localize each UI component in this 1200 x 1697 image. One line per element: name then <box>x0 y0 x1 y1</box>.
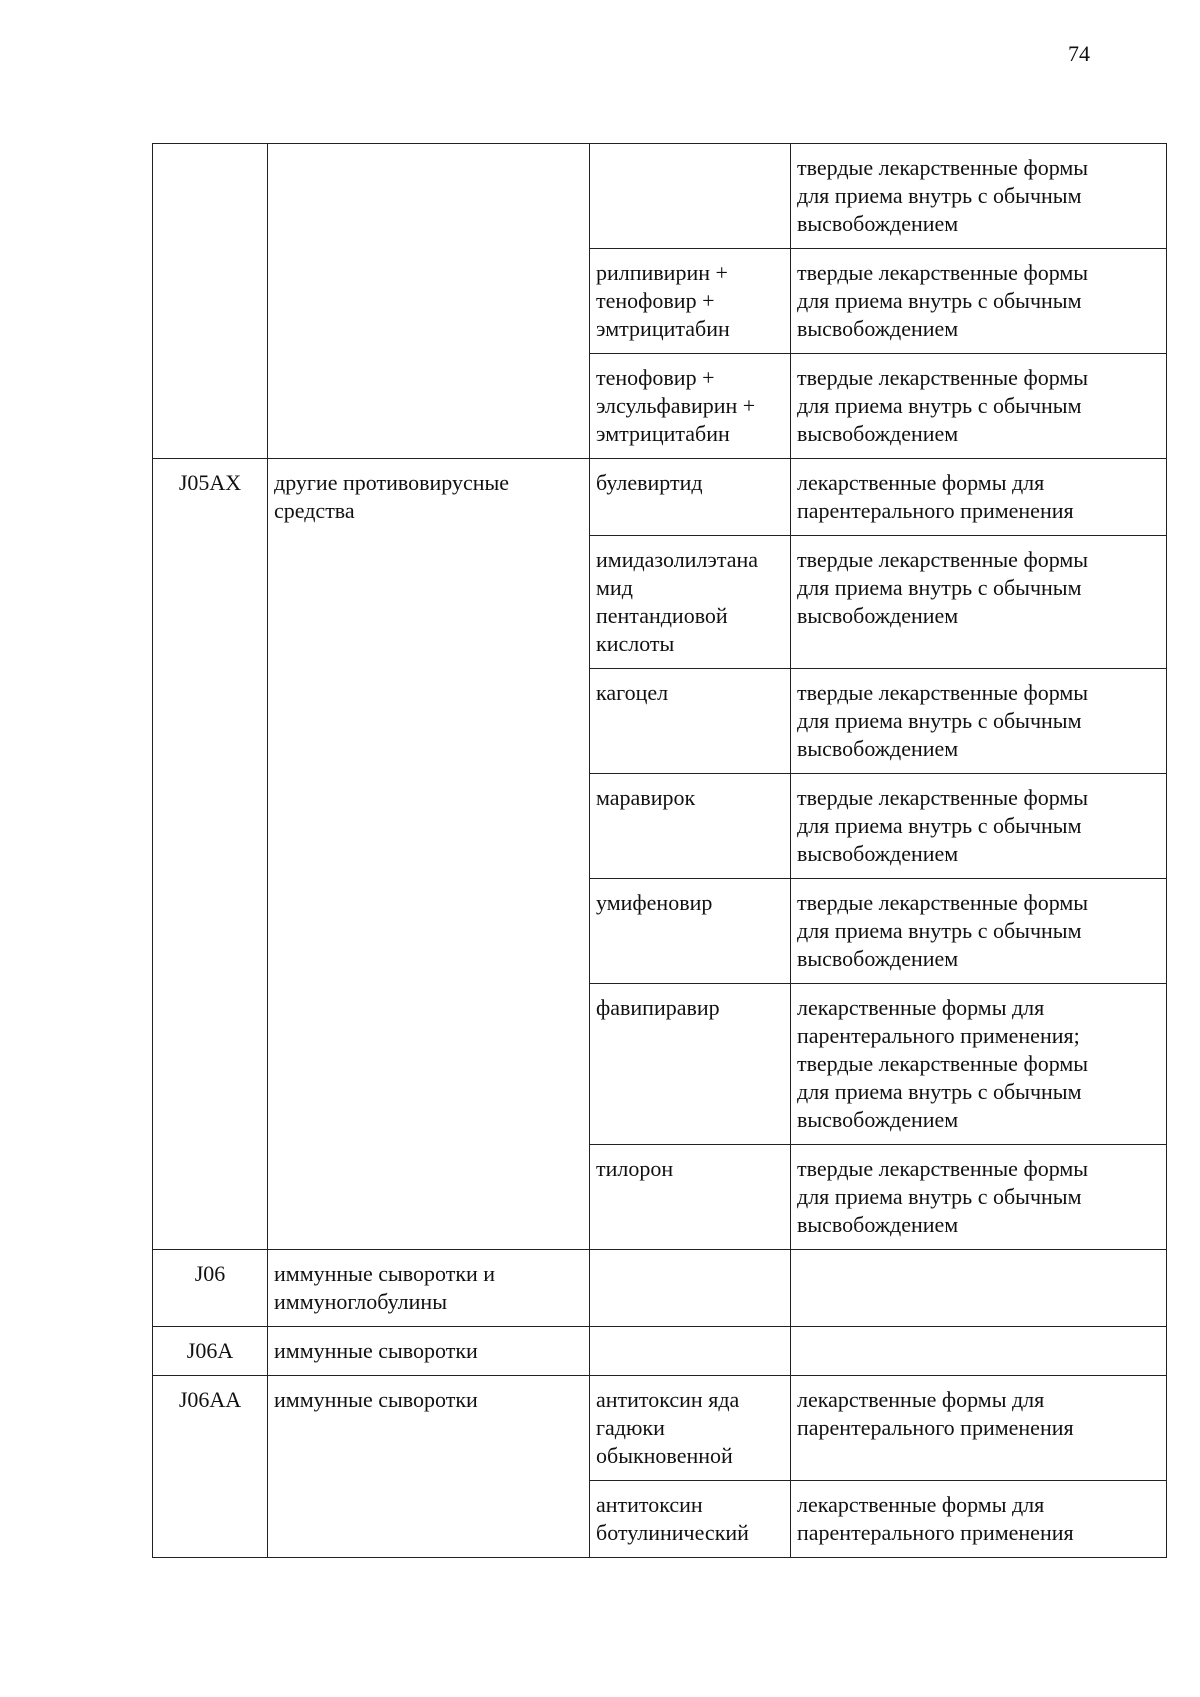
drug-cell <box>590 1250 791 1327</box>
drug-cell <box>590 144 791 249</box>
atc-code-cell <box>153 1376 268 1558</box>
atc-code-cell <box>153 459 268 1250</box>
drug-name: антитоксин яда <box>596 1387 740 1412</box>
forms-cell <box>791 1145 1167 1250</box>
drug-name: кислоты <box>596 631 675 656</box>
drug-name: умифеновир <box>596 890 713 915</box>
forms-text: для приема внутрь с обычным <box>797 1184 1082 1209</box>
forms-text: парентерального применения; <box>797 1023 1080 1048</box>
atc-code-cell <box>153 1250 268 1327</box>
forms-text: для приема внутрь с обычным <box>797 1079 1082 1104</box>
group-cell <box>268 1327 590 1376</box>
table-row <box>153 1250 1167 1327</box>
atc-code-cell <box>153 1327 268 1376</box>
drug-name: обыкновенной <box>596 1443 733 1468</box>
forms-text: твердые лекарственные формы <box>797 155 1089 180</box>
forms-text: твердые лекарственные формы <box>797 785 1089 810</box>
forms-text: для приема внутрь с обычным <box>797 288 1082 313</box>
forms-text: твердые лекарственные формы <box>797 890 1089 915</box>
drug-name: булевиртид <box>596 470 703 495</box>
drug-cell <box>590 669 791 774</box>
forms-cell <box>791 1250 1167 1327</box>
forms-text: высвобождением <box>797 1107 959 1132</box>
drug-cell <box>590 249 791 354</box>
forms-text: высвобождением <box>797 316 959 341</box>
drug-name: элсульфавирин + <box>596 393 756 418</box>
forms-cell <box>791 774 1167 879</box>
table-row <box>153 144 1167 249</box>
forms-text: парентерального применения <box>797 1520 1074 1545</box>
group-name: иммунные сыворотки и <box>274 1261 496 1286</box>
group-cell <box>268 144 590 459</box>
table-row <box>153 1327 1167 1376</box>
group-name: другие противовирусные <box>274 470 510 495</box>
drug-cell <box>590 774 791 879</box>
atc-code: J06 <box>194 1261 226 1286</box>
drug-name: тенофовир + <box>596 365 715 390</box>
forms-cell <box>791 459 1167 536</box>
forms-text: твердые лекарственные формы <box>797 365 1089 390</box>
drug-cell <box>590 984 791 1145</box>
drug-name: фавипиравир <box>596 995 720 1020</box>
forms-text: высвобождением <box>797 421 959 446</box>
drug-cell <box>590 1481 791 1558</box>
forms-cell <box>791 984 1167 1145</box>
drug-name: тенофовир + <box>596 288 715 313</box>
forms-text: для приема внутрь с обычным <box>797 918 1082 943</box>
forms-cell <box>791 1376 1167 1481</box>
forms-cell <box>791 879 1167 984</box>
drug-cell <box>590 459 791 536</box>
drug-name: ботулинический <box>596 1520 749 1545</box>
forms-text: для приема внутрь с обычным <box>797 393 1082 418</box>
forms-cell <box>791 669 1167 774</box>
forms-cell <box>791 354 1167 459</box>
forms-text: парентерального применения <box>797 1415 1074 1440</box>
drug-cell <box>590 1327 791 1376</box>
atc-code: J05AX <box>178 470 242 495</box>
forms-text: высвобождением <box>797 736 959 761</box>
drug-name: гадюки <box>596 1415 665 1440</box>
drug-name: кагоцел <box>596 680 669 705</box>
page-number: 74 <box>1068 41 1090 66</box>
forms-text: твердые лекарственные формы <box>797 260 1089 285</box>
forms-text: твердые лекарственные формы <box>797 680 1089 705</box>
atc-code: J06AA <box>178 1387 242 1412</box>
forms-text: высвобождением <box>797 1212 959 1237</box>
group-name: иммунные сыворотки <box>274 1387 478 1412</box>
forms-text: для приема внутрь с обычным <box>797 183 1082 208</box>
drug-name: пентандиовой <box>596 603 728 628</box>
forms-text: парентерального применения <box>797 498 1074 523</box>
group-name: иммунные сыворотки <box>274 1338 478 1363</box>
drug-cell <box>590 879 791 984</box>
drug-name: эмтрицитабин <box>596 316 730 341</box>
drug-name: эмтрицитабин <box>596 421 730 446</box>
forms-text: для приема внутрь с обычным <box>797 708 1082 733</box>
forms-text: для приема внутрь с обычным <box>797 813 1082 838</box>
forms-text: лекарственные формы для <box>797 1492 1045 1517</box>
forms-text: высвобождением <box>797 946 959 971</box>
drug-name: маравирок <box>596 785 696 810</box>
drug-cell <box>590 354 791 459</box>
group-cell <box>268 459 590 1250</box>
forms-text: твердые лекарственные формы <box>797 1156 1089 1181</box>
atc-code-cell <box>153 144 268 459</box>
forms-cell <box>791 1327 1167 1376</box>
group-name: иммуноглобулины <box>274 1289 447 1314</box>
group-cell <box>268 1376 590 1558</box>
drug-name: имидазолилэтана <box>596 547 759 572</box>
forms-cell <box>791 536 1167 669</box>
drug-name: антитоксин <box>596 1492 703 1517</box>
drug-name: тилорон <box>596 1156 674 1181</box>
drug-name: рилпивирин + <box>596 260 728 285</box>
drug-name: мид <box>596 575 633 600</box>
forms-text: высвобождением <box>797 603 959 628</box>
table-row <box>153 1376 1167 1481</box>
drug-table <box>152 143 1167 1558</box>
forms-cell <box>791 144 1167 249</box>
forms-text: высвобождением <box>797 211 959 236</box>
atc-code: J06A <box>186 1338 234 1363</box>
group-name: средства <box>274 498 355 523</box>
forms-text: лекарственные формы для <box>797 995 1045 1020</box>
forms-text: лекарственные формы для <box>797 470 1045 495</box>
forms-text: твердые лекарственные формы <box>797 1051 1089 1076</box>
forms-text: высвобождением <box>797 841 959 866</box>
forms-cell <box>791 1481 1167 1558</box>
forms-cell <box>791 249 1167 354</box>
drug-cell <box>590 536 791 669</box>
drug-cell <box>590 1376 791 1481</box>
group-cell <box>268 1250 590 1327</box>
table-row <box>153 459 1167 536</box>
forms-text: для приема внутрь с обычным <box>797 575 1082 600</box>
forms-text: лекарственные формы для <box>797 1387 1045 1412</box>
forms-text: твердые лекарственные формы <box>797 547 1089 572</box>
drug-cell <box>590 1145 791 1250</box>
